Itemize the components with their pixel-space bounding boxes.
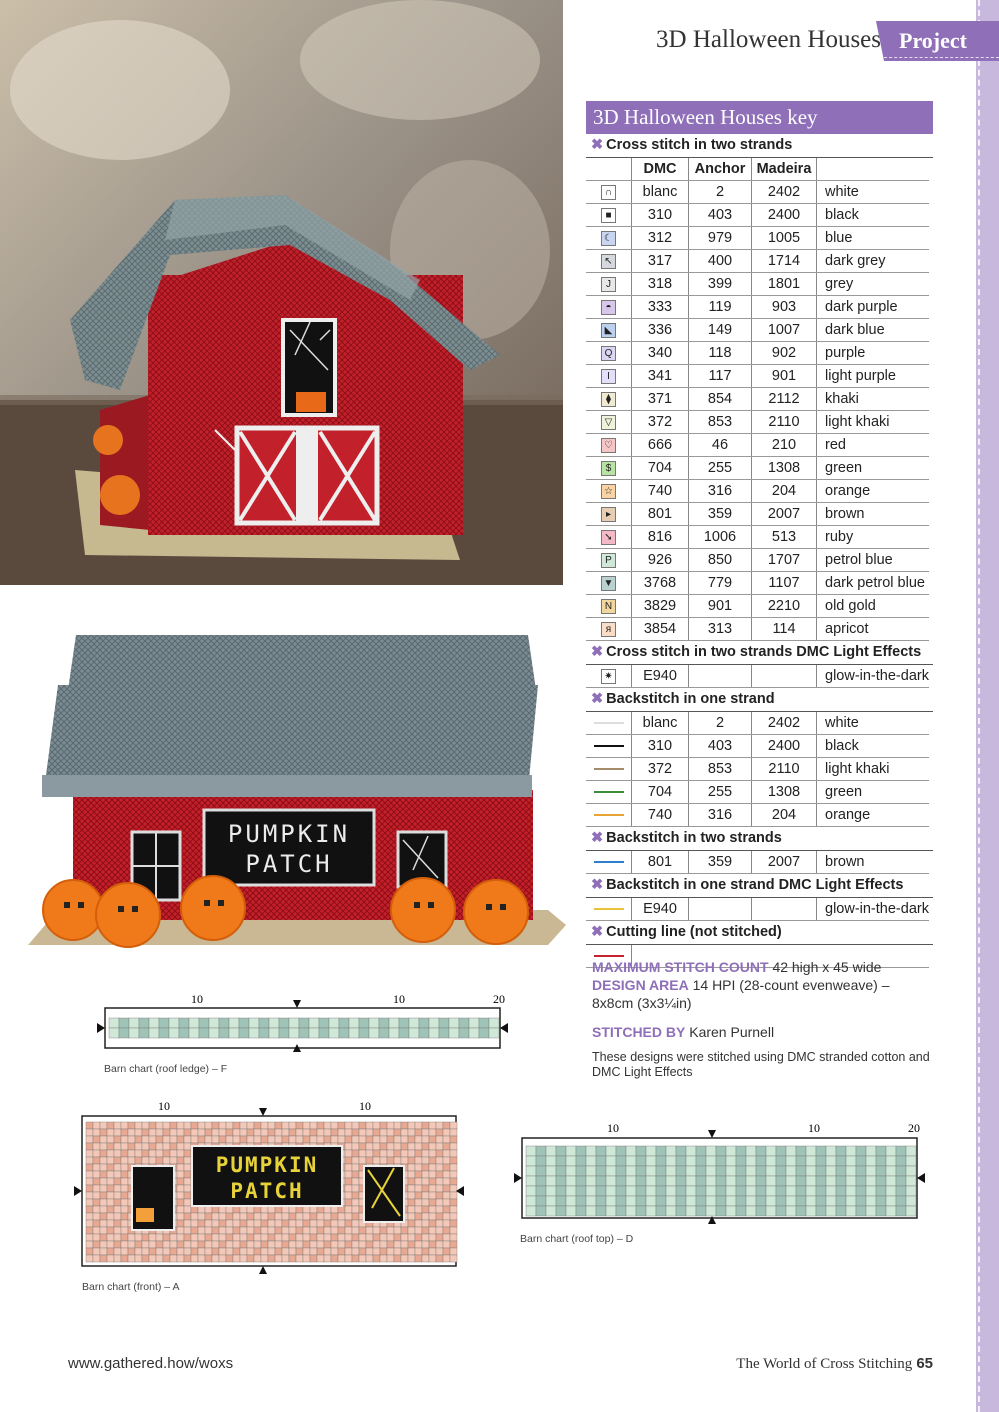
symbol-swatch-icon: ◓ — [601, 300, 616, 315]
anchor-value: 979 — [689, 227, 752, 250]
colour-name: orange — [817, 480, 930, 503]
dmc-value: 704 — [632, 457, 689, 480]
backstitch-line-swatch — [594, 791, 624, 793]
colour-name: dark grey — [817, 250, 930, 273]
anchor-value: 316 — [689, 804, 752, 827]
anchor-value: 359 — [689, 503, 752, 526]
anchor-value: 853 — [689, 758, 752, 781]
col-madeira: Madeira — [752, 158, 817, 181]
design-area-label: DESIGN AREA — [592, 977, 689, 993]
anchor-value: 149 — [689, 319, 752, 342]
madeira-value: 1007 — [752, 319, 817, 342]
design-info — [592, 958, 932, 1080]
centre-marker-icon — [97, 1023, 105, 1033]
colour-name: light purple — [817, 365, 930, 388]
key-cross-row — [586, 549, 929, 572]
colour-name: apricot — [817, 618, 930, 641]
barn-photo-closeup — [0, 0, 563, 585]
key-section-cross-label: Cross stitch in two strands — [606, 137, 793, 153]
key-cross-row — [586, 388, 929, 411]
centre-marker-icon — [293, 1000, 301, 1008]
anchor-value: 118 — [689, 342, 752, 365]
key-section-backstitch-two — [586, 827, 933, 851]
key-cross-row — [586, 457, 929, 480]
side-strip — [976, 0, 999, 1412]
madeira-value: 2400 — [752, 735, 817, 758]
symbol-swatch-icon: ◣ — [601, 323, 616, 338]
symbol-swatch-icon: I — [601, 369, 616, 384]
stitched-by-value: Karen Purnell — [689, 1024, 775, 1040]
key-section-back3-label: Backstitch in one strand DMC Light Effects — [606, 877, 904, 893]
dmc-value: 372 — [632, 758, 689, 781]
chart-d-grid — [526, 1146, 916, 1216]
chart-f-grid — [109, 1018, 499, 1038]
anchor-value: 901 — [689, 595, 752, 618]
anchor-value: 850 — [689, 549, 752, 572]
anchor-value: 403 — [689, 204, 752, 227]
chart-sign-line2: PATCH — [230, 1179, 304, 1203]
symbol-swatch-icon: я — [601, 622, 616, 637]
key-back3-row — [586, 898, 929, 921]
key-cross-row — [586, 227, 929, 250]
colour-name: light khaki — [817, 758, 930, 781]
dmc-value: 310 — [632, 204, 689, 227]
key-cross-row — [586, 434, 929, 457]
anchor-value: 1006 — [689, 526, 752, 549]
madeira-value: 204 — [752, 804, 817, 827]
backstitch-line-swatch — [594, 814, 624, 816]
colour-name: black — [817, 735, 930, 758]
key-cross-row — [586, 250, 929, 273]
dmc-value: 371 — [632, 388, 689, 411]
cross-marker-icon: ✖ — [591, 924, 604, 940]
colour-name: khaki — [817, 388, 930, 411]
cross-marker-icon: ✖ — [591, 830, 604, 846]
key-cross-row — [586, 342, 929, 365]
key-table-light — [586, 665, 929, 688]
colour-name: old gold — [817, 595, 930, 618]
backstitch-line-swatch — [594, 908, 624, 910]
dmc-value: 3768 — [632, 572, 689, 595]
colour-name: blue — [817, 227, 930, 250]
dmc-value: 372 — [632, 411, 689, 434]
design-area-value: 14 HPI (28-count evenweave) – 8x8cm (3x3¼in) — [592, 977, 890, 1011]
key-section-cutting — [586, 921, 933, 945]
symbol-swatch-icon: $ — [601, 461, 616, 476]
symbol-swatch-icon: ☾ — [601, 231, 616, 246]
centre-marker-icon — [708, 1130, 716, 1138]
anchor-value: 255 — [689, 457, 752, 480]
key-cross-row — [586, 181, 929, 204]
anchor-value: 313 — [689, 618, 752, 641]
anchor-value — [689, 665, 752, 688]
cutting-line-swatch — [594, 955, 624, 957]
madeira-value: 204 — [752, 480, 817, 503]
anchor-value: 359 — [689, 851, 752, 874]
madeira-value: 2210 — [752, 595, 817, 618]
key-cross-row — [586, 572, 929, 595]
madeira-value: 1308 — [752, 781, 817, 804]
key-section-light-label: Cross stitch in two strands DMC Light Effects — [606, 644, 922, 660]
key-cross-row — [586, 618, 929, 641]
chart-a-tick-1: 10 — [158, 1099, 170, 1113]
key-cross-row — [586, 296, 929, 319]
backstitch-line-swatch — [594, 745, 624, 747]
key-cross-row — [586, 365, 929, 388]
anchor-value: 400 — [689, 250, 752, 273]
symbol-swatch-icon: J — [601, 277, 616, 292]
anchor-value: 117 — [689, 365, 752, 388]
dmc-value: E940 — [632, 898, 689, 921]
key-table-header — [586, 158, 929, 181]
colour-name: dark blue — [817, 319, 930, 342]
backstitch-line-swatch — [594, 722, 624, 724]
madeira-value: 2007 — [752, 851, 817, 874]
key-back1-row — [586, 804, 929, 827]
design-note: These designs were stitched using DMC stranded cotton and DMC Light Effects — [592, 1050, 930, 1079]
anchor-value — [689, 898, 752, 921]
centre-marker-icon — [917, 1173, 925, 1183]
key-cross-row — [586, 319, 929, 342]
madeira-value: 1714 — [752, 250, 817, 273]
centre-marker-icon — [514, 1173, 522, 1183]
symbol-swatch-icon: ♡ — [601, 438, 616, 453]
madeira-value: 2110 — [752, 758, 817, 781]
anchor-value: 853 — [689, 411, 752, 434]
col-dmc: DMC — [632, 158, 689, 181]
symbol-swatch-icon: ✷ — [601, 669, 616, 684]
madeira-value: 210 — [752, 434, 817, 457]
key-back1-row — [586, 781, 929, 804]
madeira-value: 903 — [752, 296, 817, 319]
chart-a-tick-2: 10 — [359, 1099, 371, 1113]
colour-name: dark petrol blue — [817, 572, 930, 595]
symbol-swatch-icon: P — [601, 553, 616, 568]
key-table-backstitch-two — [586, 851, 929, 874]
madeira-value: 2402 — [752, 712, 817, 735]
stitched-by-label: STITCHED BY — [592, 1024, 686, 1040]
cross-marker-icon: ✖ — [591, 644, 604, 660]
anchor-value: 255 — [689, 781, 752, 804]
key-cross-row — [586, 204, 929, 227]
madeira-value: 2007 — [752, 503, 817, 526]
dmc-value: 704 — [632, 781, 689, 804]
centre-marker-icon — [259, 1108, 267, 1116]
madeira-value — [752, 665, 817, 688]
madeira-value: 1005 — [752, 227, 817, 250]
madeira-value: 2112 — [752, 388, 817, 411]
key-table-backstitch-light — [586, 898, 929, 921]
symbol-swatch-icon: ⧫ — [601, 392, 616, 407]
dmc-value: 3854 — [632, 618, 689, 641]
colour-name: ruby — [817, 526, 930, 549]
dmc-value: 926 — [632, 549, 689, 572]
backstitch-line-swatch — [594, 861, 624, 863]
dmc-value: E940 — [632, 665, 689, 688]
colour-name: green — [817, 781, 930, 804]
anchor-value: 399 — [689, 273, 752, 296]
key-section-back1-label: Backstitch in one strand — [606, 691, 775, 707]
anchor-value: 2 — [689, 181, 752, 204]
dmc-value: blanc — [632, 712, 689, 735]
dmc-value: 333 — [632, 296, 689, 319]
symbol-swatch-icon: ▽ — [601, 415, 616, 430]
anchor-value: 119 — [689, 296, 752, 319]
dmc-value: 816 — [632, 526, 689, 549]
dmc-value: 317 — [632, 250, 689, 273]
key-cross-row — [586, 526, 929, 549]
chart-f-tick-3: 20 — [493, 992, 505, 1006]
colour-name: grey — [817, 273, 930, 296]
barn-photo-front — [28, 620, 566, 958]
madeira-value: 902 — [752, 342, 817, 365]
dmc-value: 666 — [632, 434, 689, 457]
cross-marker-icon: ✖ — [591, 691, 604, 707]
madeira-value: 1107 — [752, 572, 817, 595]
centre-marker-icon — [456, 1186, 464, 1196]
key-cross-row — [586, 595, 929, 618]
dmc-value: 341 — [632, 365, 689, 388]
colour-name: glow-in-the-dark — [817, 898, 930, 921]
key-table-backstitch-one — [586, 712, 929, 827]
key-cross-row — [586, 411, 929, 434]
madeira-value — [752, 898, 817, 921]
centre-marker-icon — [500, 1023, 508, 1033]
madeira-value: 114 — [752, 618, 817, 641]
anchor-value: 2 — [689, 712, 752, 735]
colour-name: brown — [817, 503, 930, 526]
colour-name: white — [817, 712, 930, 735]
col-anchor: Anchor — [689, 158, 752, 181]
symbol-swatch-icon: ▸ — [601, 507, 616, 522]
dmc-value: 740 — [632, 804, 689, 827]
symbol-swatch-icon: ∩ — [601, 185, 616, 200]
madeira-value: 901 — [752, 365, 817, 388]
symbol-swatch-icon: ☆ — [601, 484, 616, 499]
madeira-value: 1707 — [752, 549, 817, 572]
colour-name: brown — [817, 851, 930, 874]
dmc-value: 801 — [632, 851, 689, 874]
chart-d-tick-2: 10 — [808, 1121, 820, 1135]
madeira-value: 1801 — [752, 273, 817, 296]
caption-front: Barn chart (front) – A — [82, 1281, 180, 1293]
photo-sign-line1: PUMPKIN — [227, 820, 351, 848]
caption-roof-ledge: Barn chart (roof ledge) – F — [104, 1063, 228, 1075]
chart-f-tick-1: 10 — [191, 992, 203, 1006]
symbol-swatch-icon: ■ — [601, 208, 616, 223]
symbol-swatch-icon: ↖ — [601, 254, 616, 269]
chart-roof-ledge — [95, 990, 515, 1052]
colour-name: white — [817, 181, 930, 204]
article-title: 3D Halloween Houses — [656, 26, 881, 53]
key-section-backstitch-light — [586, 874, 933, 898]
symbol-swatch-icon: ➘ — [601, 530, 616, 545]
dmc-value: 801 — [632, 503, 689, 526]
photo-sign-line2: PATCH — [245, 850, 333, 878]
colour-name: orange — [817, 804, 930, 827]
key-cross-row — [586, 273, 929, 296]
key-back1-row — [586, 735, 929, 758]
anchor-value: 316 — [689, 480, 752, 503]
dmc-value: 3829 — [632, 595, 689, 618]
anchor-value: 403 — [689, 735, 752, 758]
cross-marker-icon: ✖ — [591, 137, 604, 153]
anchor-value: 854 — [689, 388, 752, 411]
cross-marker-icon: ✖ — [591, 877, 604, 893]
chart-f-tick-2: 10 — [393, 992, 405, 1006]
colour-name: red — [817, 434, 930, 457]
dmc-value: 310 — [632, 735, 689, 758]
colour-name: glow-in-the-dark — [817, 665, 930, 688]
chart-sign-line1: PUMPKIN — [215, 1153, 319, 1177]
dmc-value: blanc — [632, 181, 689, 204]
key-section-light — [586, 641, 933, 665]
symbol-swatch-icon: N — [601, 599, 616, 614]
max-stitch-value: 42 high x 45 wide — [772, 959, 882, 975]
dmc-value: 312 — [632, 227, 689, 250]
chart-roof-top — [512, 1118, 932, 1226]
key-back2-row — [586, 851, 929, 874]
colour-name: purple — [817, 342, 930, 365]
colour-name: petrol blue — [817, 549, 930, 572]
key-light-row — [586, 665, 929, 688]
colour-name: light khaki — [817, 411, 930, 434]
dmc-value: 340 — [632, 342, 689, 365]
madeira-value: 1308 — [752, 457, 817, 480]
centre-marker-icon — [74, 1186, 82, 1196]
key-back1-row — [586, 758, 929, 781]
madeira-value: 2400 — [752, 204, 817, 227]
key-back1-row — [586, 712, 929, 735]
chart-front — [72, 1098, 467, 1278]
colour-name: dark purple — [817, 296, 930, 319]
symbol-swatch-icon: Q — [601, 346, 616, 361]
colour-name: black — [817, 204, 930, 227]
key-section-cross — [586, 134, 933, 158]
key-section-backstitch-one — [586, 688, 933, 712]
madeira-value: 2110 — [752, 411, 817, 434]
anchor-value: 46 — [689, 434, 752, 457]
caption-roof-top: Barn chart (roof top) – D — [520, 1233, 634, 1245]
max-stitch-label: MAXIMUM STITCH COUNT — [592, 959, 769, 975]
page-number: 65 — [916, 1355, 933, 1372]
madeira-value: 2402 — [752, 181, 817, 204]
key-section-cut-label: Cutting line (not stitched) — [606, 924, 782, 940]
dmc-value: 740 — [632, 480, 689, 503]
backstitch-line-swatch — [594, 768, 624, 770]
symbol-swatch-icon: ▼ — [601, 576, 616, 591]
madeira-value: 513 — [752, 526, 817, 549]
section-tag: Project — [884, 21, 999, 61]
colour-name: green — [817, 457, 930, 480]
key-cross-row — [586, 503, 929, 526]
footer-url: www.gathered.how/woxs — [68, 1355, 234, 1372]
footer-magazine — [736, 1355, 933, 1373]
footer-magazine-name: The World of Cross Stitching — [736, 1356, 913, 1372]
key-table-cross — [586, 158, 929, 641]
chart-d-tick-1: 10 — [607, 1121, 619, 1135]
thread-key — [586, 101, 933, 968]
anchor-value: 779 — [689, 572, 752, 595]
dmc-value: 318 — [632, 273, 689, 296]
key-cross-row — [586, 480, 929, 503]
chart-d-tick-3: 20 — [908, 1121, 920, 1135]
centre-marker-icon — [259, 1266, 267, 1274]
key-title: 3D Halloween Houses key — [586, 101, 933, 134]
dmc-value: 336 — [632, 319, 689, 342]
key-section-back2-label: Backstitch in two strands — [606, 830, 782, 846]
